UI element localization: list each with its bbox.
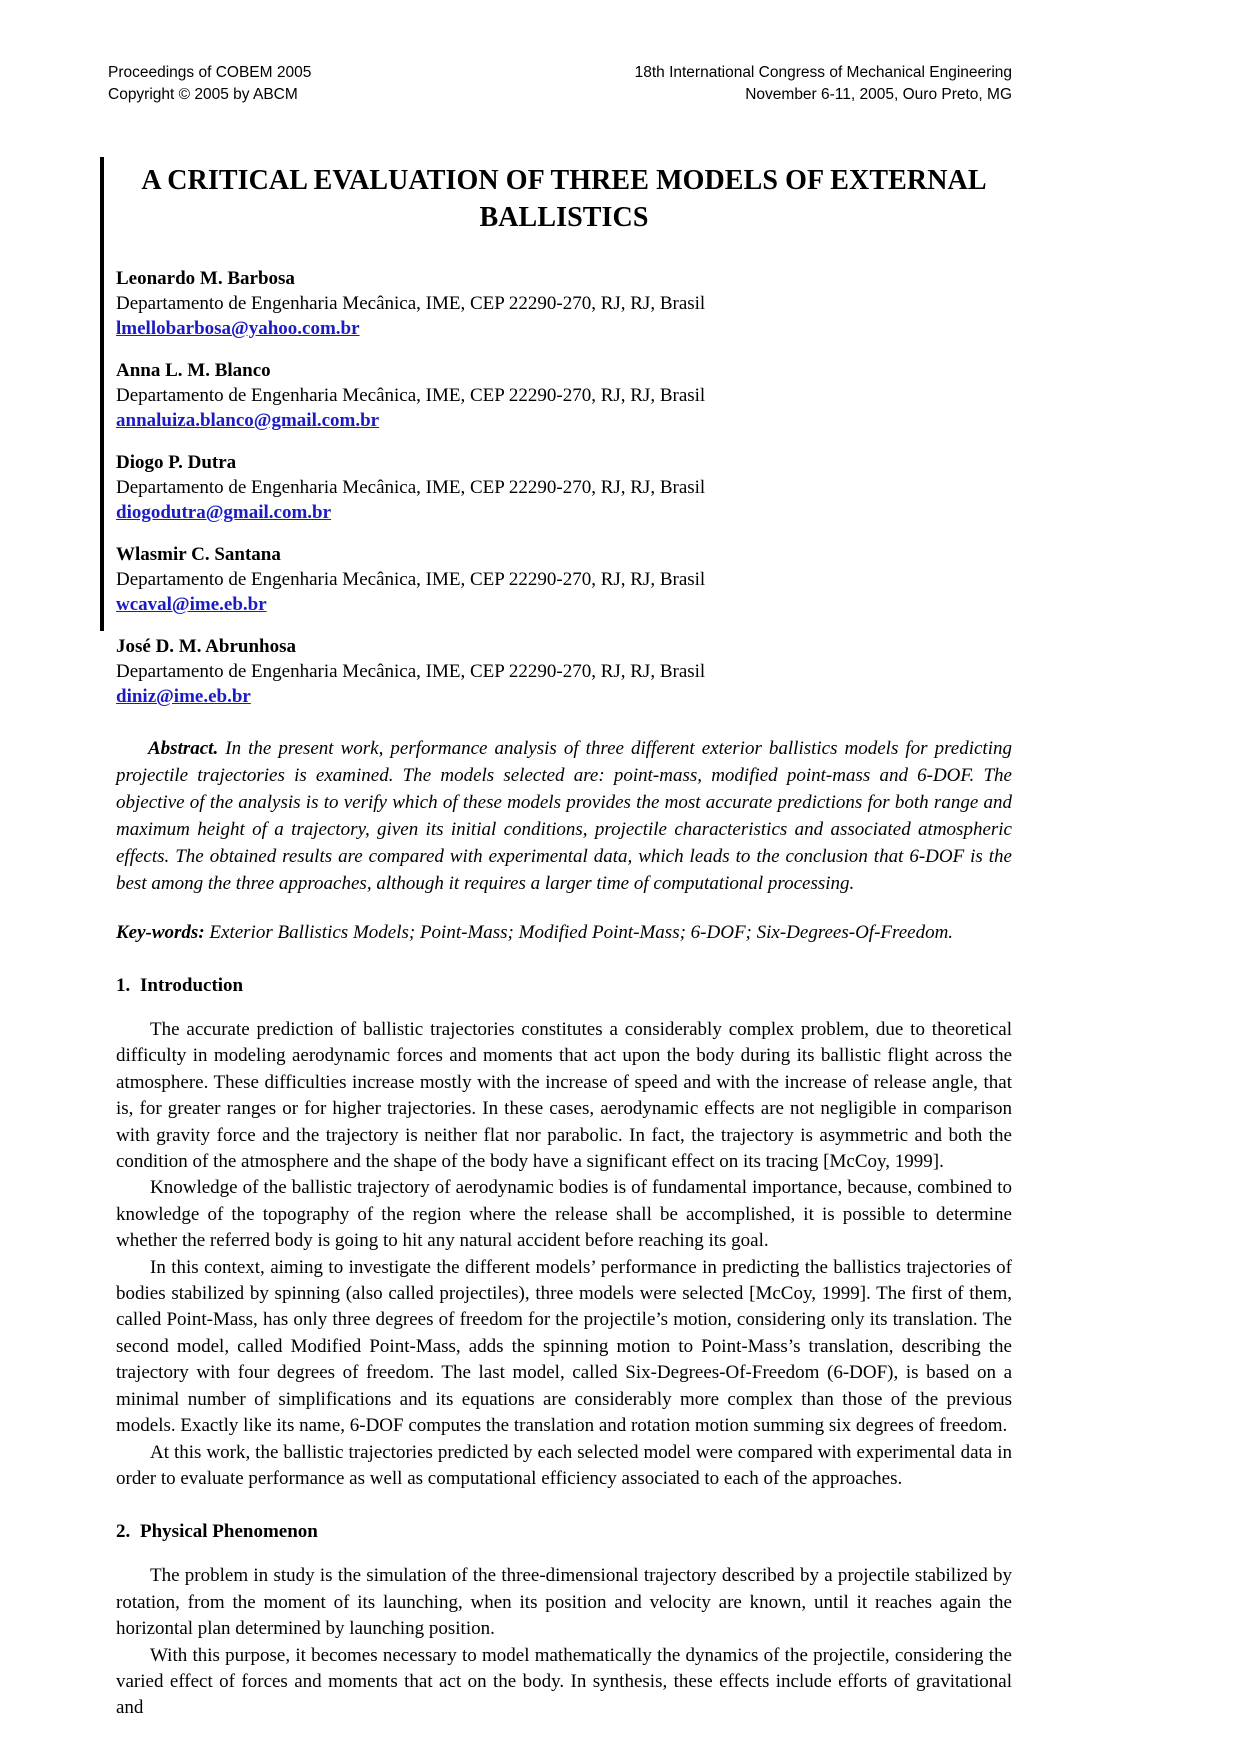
author-entry bbox=[116, 358, 1012, 433]
running-header-right bbox=[635, 62, 1012, 106]
running-header bbox=[108, 62, 1012, 106]
paragraph: Knowledge of the ballistic trajectory of aerodynamic bodies is of fundamental importance, because, combined to knowledge of the topography of the region where the release shall be accomplished, it is possible to determine whether the referred body is going to hit any natural accident before reaching its goal. bbox=[116, 1177, 1012, 1252]
section-number: 1. bbox=[116, 975, 131, 996]
proceedings-line: Proceedings of COBEM 2005 bbox=[108, 64, 312, 81]
page-title: A CRITICAL EVALUATION OF THREE MODELS OF EXTERNAL BALLISTICS bbox=[141, 165, 987, 233]
author-email-link[interactable]: diogodutra@gmail.com.br bbox=[116, 502, 332, 523]
author-entry bbox=[116, 634, 1012, 709]
author-affiliation: Departamento de Engenharia Mecânica, IME, CEP 22290-270, RJ, RJ, Brasil bbox=[116, 661, 706, 682]
author-affiliation: Departamento de Engenharia Mecânica, IME, CEP 22290-270, RJ, RJ, Brasil bbox=[116, 385, 706, 406]
section-number: 2. bbox=[116, 1521, 131, 1543]
running-header-left bbox=[108, 62, 311, 106]
congress-line: 18th International Congress of Mechanical Engineering bbox=[634, 64, 1012, 81]
abstract-label: Abstract. bbox=[148, 738, 219, 759]
paragraph: The accurate prediction of ballistic trajectories constitutes a considerably complex problem, due to theoretical difficulty in modeling aerodynamic forces and moments that act upon the body during its ballistic flight across the atmosphere. These difficulties increase mostly with the increase of speed and with the increase of release angle, that is, for greater ranges or for higher trajectories. In these cases, aerodynamic effects are not negligible in comparison with gravity force and the trajectory is neither flat nor parabolic. In fact, the trajectory is asymmetric and both the condition of the atmosphere and the shape of the body have a significant effect on its tracing [McCoy, 1999]. bbox=[116, 1019, 1012, 1173]
author-email-link[interactable]: annaluiza.blanco@gmail.com.br bbox=[116, 410, 380, 431]
keywords-label: Key-words: bbox=[116, 922, 205, 943]
section-title: Introduction bbox=[140, 975, 244, 996]
author-name: Anna L. M. Blanco bbox=[116, 360, 271, 381]
date-location-line: November 6-11, 2005, Ouro Preto, MG bbox=[745, 86, 1012, 103]
author-affiliation: Departamento de Engenharia Mecânica, IME, CEP 22290-270, RJ, RJ, Brasil bbox=[116, 477, 706, 498]
keywords-text: Exterior Ballistics Models; Point-Mass; Modified Point-Mass; 6-DOF; Six-Degrees-Of-Freedom. bbox=[204, 922, 954, 943]
author-email-link[interactable]: diniz@ime.eb.br bbox=[116, 686, 251, 707]
author-affiliation: Departamento de Engenharia Mecânica, IME, CEP 22290-270, RJ, RJ, Brasil bbox=[116, 293, 706, 314]
author-name: Diogo P. Dutra bbox=[116, 452, 237, 473]
author-affiliation: Departamento de Engenharia Mecânica, IME, CEP 22290-270, RJ, RJ, Brasil bbox=[116, 569, 706, 590]
paragraph: The problem in study is the simulation of the three-dimensional trajectory described by a projectile stabilized by rotation, from the moment of its launching, when its position and velocity are known, until it reaches again the horizontal plan determined by launching position. bbox=[116, 1565, 1012, 1640]
revision-change-bar bbox=[100, 157, 104, 631]
section-title: Physical Phenomenon bbox=[140, 1521, 318, 1543]
author-entry bbox=[116, 266, 1012, 341]
author-name: José D. M. Abrunhosa bbox=[116, 636, 296, 657]
abstract-paragraph bbox=[116, 735, 1012, 897]
author-name: Wlasmir C. Santana bbox=[116, 544, 281, 565]
author-entry bbox=[116, 542, 1012, 617]
author-email-link[interactable]: wcaval@ime.eb.br bbox=[116, 594, 267, 615]
authors-block bbox=[116, 266, 1012, 709]
paragraph: At this work, the ballistic trajectories predicted by each selected model were compared with experimental data in order to evaluate performance as well as computational efficiency associated to each of the approaches. bbox=[116, 1441, 1012, 1489]
author-entry bbox=[116, 450, 1012, 525]
paragraph: With this purpose, it becomes necessary to model mathematically the dynamics of the projectile, considering the varied effect of forces and moments that act on the body. In synthesis, these effects include efforts of gravitational and bbox=[116, 1644, 1012, 1719]
copyright-line: Copyright © 2005 by ABCM bbox=[108, 86, 298, 103]
keywords-paragraph bbox=[116, 919, 1012, 946]
section-heading-physical-phenomenon bbox=[116, 1519, 1012, 1545]
abstract-text: In the present work, performance analysis of three different exterior ballistics models for predicting projectile trajectories is examined. The models selected are: point-mass, modified point-mass and 6-DOF. The objective of the analysis is to verify which of these models provides the most accurate predictions for both range and maximum height of a trajectory, given its initial conditions, projectile characteristics and associated atmospheric effects. The obtained results are compared with experimental data, which leads to the conclusion that 6-DOF is the best among the three approaches, although it requires a larger time of computational processing. bbox=[116, 738, 1012, 894]
document-content bbox=[116, 150, 1012, 1722]
section-heading-introduction bbox=[116, 973, 1012, 999]
author-name: Leonardo M. Barbosa bbox=[116, 268, 295, 289]
author-email-link[interactable]: lmellobarbosa@yahoo.com.br bbox=[116, 318, 360, 339]
paragraph: In this context, aiming to investigate the different models’ performance in predicting the ballistics trajectories of bodies stabilized by spinning (also called projectiles), three models were selected [McCoy, 1999]. The first of them, called Point-Mass, has only three degrees of freedom for the projectile’s motion, considering only its translation. The second model, called Modified Point-Mass, adds the spinning motion to Point-Mass’s translation, describing the trajectory with four degrees of freedom. The last model, called Six-Degrees-Of-Freedom (6-DOF), is based on a minimal number of simplifications and its equations are considerably more complex than those of the previous models. Exactly like its name, 6-DOF computes the translation and rotation motion summing six degrees of freedom. bbox=[116, 1256, 1012, 1437]
